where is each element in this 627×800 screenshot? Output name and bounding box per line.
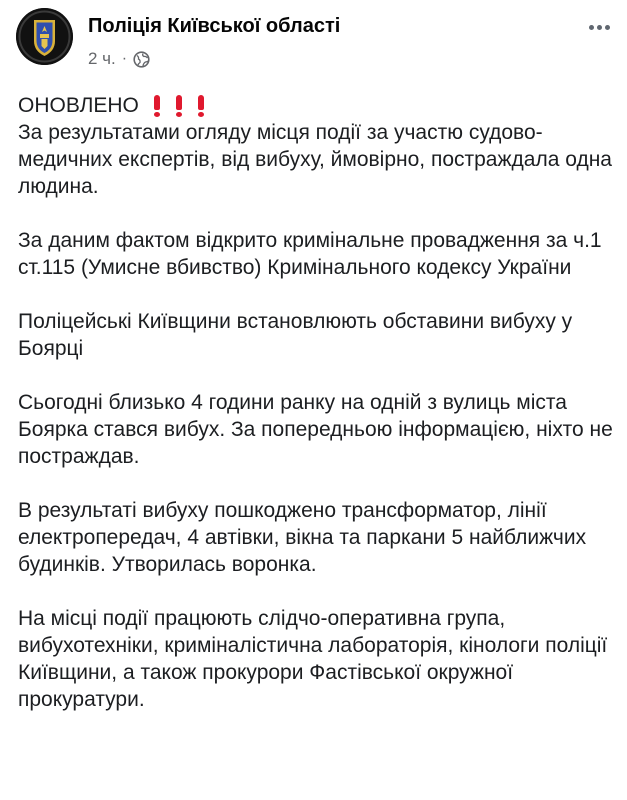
- post-meta: [88, 49, 150, 69]
- red-exclamation-icon: [175, 95, 183, 117]
- post-header: [0, 0, 627, 80]
- post-time[interactable]: 2 ч.: [88, 49, 116, 68]
- more-options-icon[interactable]: [585, 13, 613, 41]
- page-avatar[interactable]: [16, 8, 73, 65]
- red-exclamation-icon: [197, 95, 205, 117]
- page-name[interactable]: Поліція Київської області: [88, 15, 341, 37]
- post-paragraph: В результаті вибуху пошкоджено трансформатор, лінії електропередач, 4 автівки, вікна та паркани 5 найближчих будинків. Утворилась воронка.: [18, 499, 587, 576]
- post-paragraph: Сьогодні близько 4 години ранку на одній з вулиць міста Боярка стався вибух. За попередньою інформацією, ніхто не постраждав.: [18, 391, 613, 468]
- meta-separator: ·: [121, 50, 128, 67]
- red-exclamation-icon: [153, 95, 161, 117]
- post-headline: ОНОВЛЕНО: [18, 94, 139, 117]
- post-text: [18, 92, 618, 740]
- post-paragraph: За результатами огляду місця події за участю судово-медичних експертів, від вибуху, ймовірно, постраждала одна людина.: [18, 121, 612, 198]
- post-headline-line: [18, 92, 618, 119]
- globe-icon: [133, 51, 150, 68]
- post-paragraph: За даним фактом відкрито кримінальне провадження за ч.1 ст.115 (Умисне вбивство) Кримінального кодексу України: [18, 229, 602, 279]
- post-paragraph: Поліцейські Київщини встановлюють обставини вибуху у Боярці: [18, 310, 573, 360]
- police-emblem-icon: [16, 8, 73, 65]
- post-paragraph: На місці події працюють слідчо-оперативна група, вибухотехніки, криміналістична лабораторія, кінологи поліції Київщини, а також прокурори Фастівської окружної прокуратури.: [18, 607, 608, 711]
